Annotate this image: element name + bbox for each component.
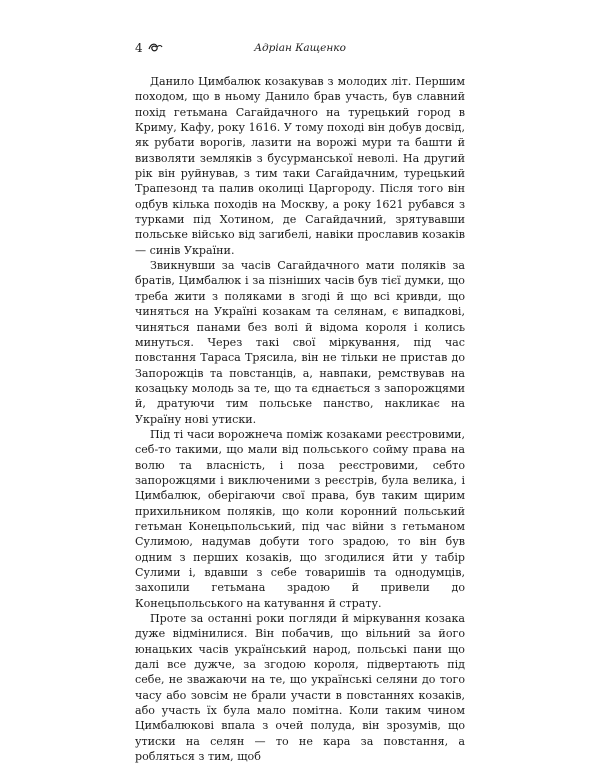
paragraph: Данило Цимбалюк козакував з молодих літ. Першим походом, що в ньому Данило брав участь, був славний похід гетьмана Сагайдачного на турецький город в Криму, Кафу, року 1616. У тому поході він добув досвід, як рубати ворогів, лазити на ворожі мури та башти й визволяти земляків з бусурманської неволі. На другий рік він руйнував, з тим таки Сагайдачним, турецький Трапезонд та палив околиці Царгороду. Після того він одбув кілька походів на Москву, а року 1621 рубався з турками під Хотином, де Сагайдачний, зрятувавши польське військо від загибелі, навіки прославив козаків — синів України. xyxy=(135,75,465,257)
running-title: Адріан Кащенко xyxy=(254,42,346,54)
paragraph: Під ті часи ворожнеча поміж козаками реєстровими, себ-то такими, що мали від польського сойму права на волю та власність, і поза реєстровими, себто запорожцями і виключеними з реєстрів, була велика, і Цимбалюк, оберігаючи свої права, був таким щирим прихильником поляків, що коли коронний польський гетьман Конецьпольський, під час війни з гетьманом Сулимою, надумав добути того зрадою, то він був одним з перших козаків, що згодилися йти у табір Сулими і, вдавши з себе товаришів та однодумців, захопили гетьмана зрадою й привели до Конецьпольського на катування й страту. xyxy=(135,427,465,610)
page-number: 4 xyxy=(135,41,143,55)
body-text xyxy=(135,74,465,764)
paragraph: Проте за останні роки погляди й міркування козака дуже відмінилися. Він побачив, що вільний за його юнацьких часів український народ, польські пани що далі все дужче, за згодою короля, підвертають під себе, не зважаючи на те, що українські селяни до того часу або зовсім не брали участи в повстаннях козаків, або участь їх була мало помітна. Коли таким чином Цимбалюкові впала з очей полуда, він зрозумів, що утиски на селян — то не кара за повстання, а робляться з тим, щоб xyxy=(135,612,465,764)
paragraph: Звикнувши за часів Сагайдачного мати поляків за братів, Цимбалюк і за пізніших часів був тієї думки, що треба жити з поляками в згоді й що всі кривди, що чиняться на Україні козакам та селянам, є випадкові, чиняться панами без волі й відома короля і колись минуться. Через такі свої міркування, під час повстання Тараса Трясила, він не тільки не пристав до Запорожців та повстанців, а, навпаки, ремствував на козацьку молодь за те, що та єднається з запорожцями й, дратуючи тим польське панство, накликає на Україну нові утиски. xyxy=(135,259,465,426)
page-header xyxy=(135,40,465,56)
